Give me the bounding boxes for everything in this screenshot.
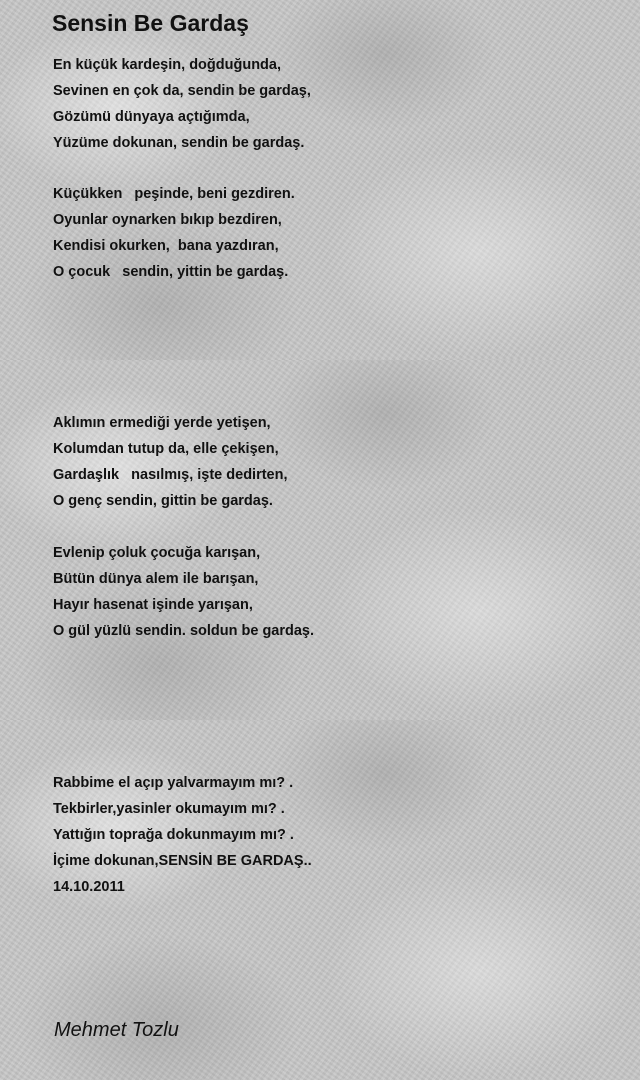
poem-line: Yüzüme dokunan, sendin be gardaş. [53, 135, 305, 151]
poem-line: Rabbime el açıp yalvarmayım mı? . [53, 775, 294, 791]
poem-line: Küçükken peşinde, beni gezdiren. [53, 186, 295, 202]
poem-line: Tekbirler,yasinler okumayım mı? . [53, 801, 285, 817]
poem-line: En küçük kardeşin, doğduğunda, [53, 57, 281, 73]
poem-line: O gül yüzlü sendin. soldun be gardaş. [53, 623, 315, 639]
stanza-2 [53, 181, 295, 285]
background-panel-top [0, 0, 640, 360]
poem-line: Yattığın toprağa dokunmayım mı? . [53, 827, 294, 843]
stanza-3 [53, 410, 288, 514]
background-panel-middle [0, 360, 640, 720]
poem-line: Sevinen en çok da, sendin be gardaş, [53, 83, 311, 99]
poem-line: Gardaşlık nasılmış, işte dedirten, [53, 467, 288, 483]
poem-line: O genç sendin, gittin be gardaş. [53, 493, 273, 509]
poem-line: O çocuk sendin, yittin be gardaş. [53, 264, 289, 280]
poem-title: Sensin Be Gardaş [52, 10, 249, 36]
poem-line: Oyunlar oynarken bıkıp bezdiren, [53, 212, 282, 228]
poem-line: Kolumdan tutup da, elle çekişen, [53, 441, 279, 457]
poem-line: İçime dokunan,SENSİN BE GARDAŞ.. [53, 853, 312, 869]
poem-line: Gözümü dünyaya açtığımda, [53, 109, 250, 125]
poem-line: Bütün dünya alem ile barışan, [53, 571, 259, 587]
poem-line: Evlenip çoluk çocuğa karışan, [53, 545, 261, 561]
poem-author: Mehmet Tozlu [54, 1019, 179, 1041]
poem-line: Hayır hasenat işinde yarışan, [53, 597, 253, 613]
poem-line: Kendisi okurken, bana yazdıran, [53, 238, 279, 254]
poem-date: 14.10.2011 [53, 879, 125, 895]
stanza-4 [53, 540, 314, 644]
poem-line: Aklımın ermediği yerde yetişen, [53, 415, 271, 431]
stanza-5 [53, 770, 312, 900]
stanza-1 [53, 52, 311, 156]
